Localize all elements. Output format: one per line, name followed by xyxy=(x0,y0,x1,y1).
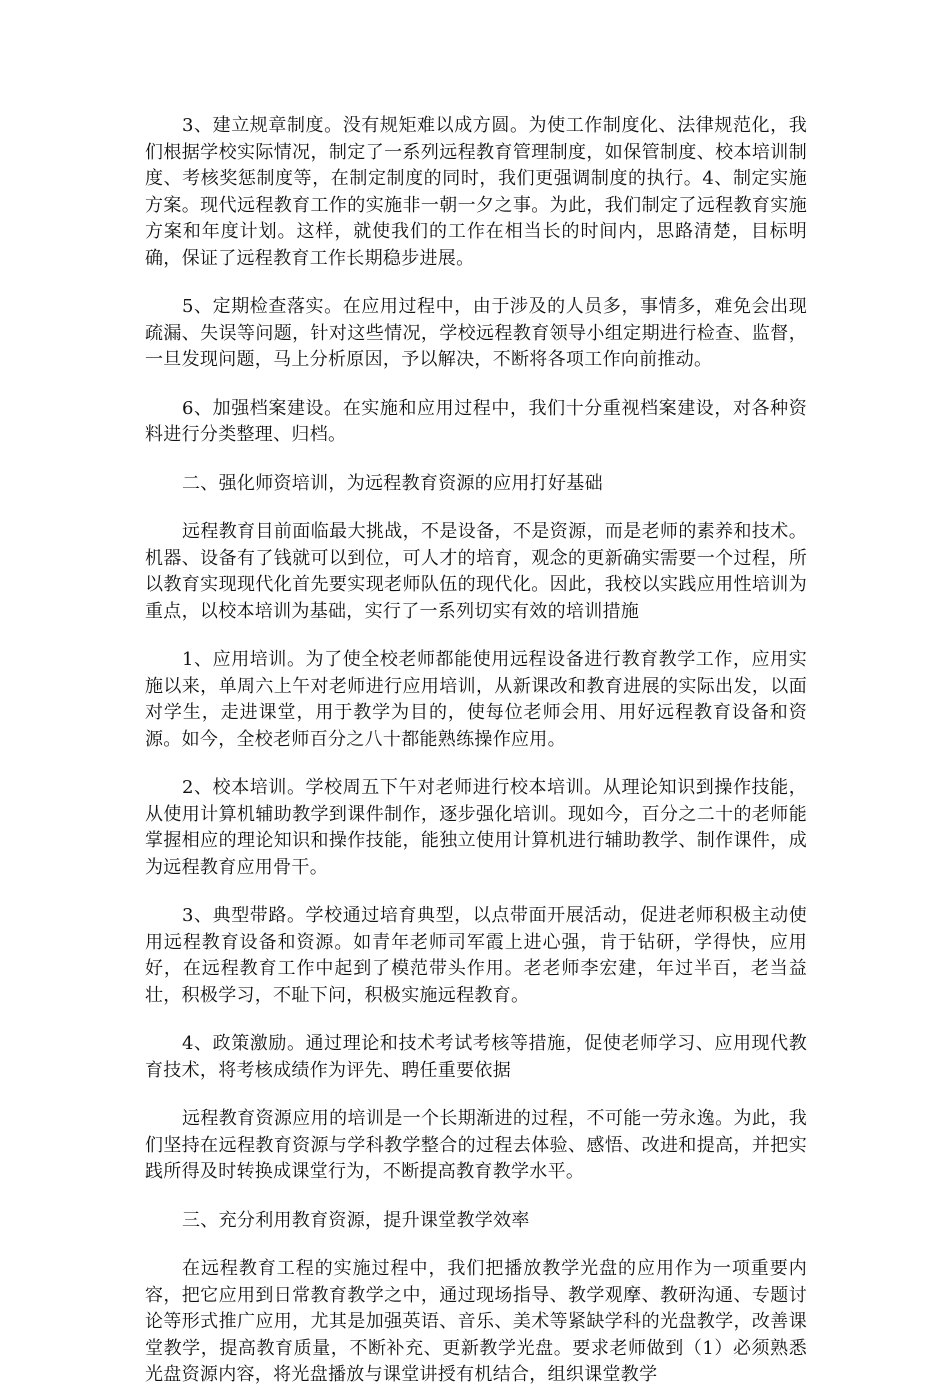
paragraph-application-training: 1、应用培训。为了使全校老师都能使用远程设备进行教育教学工作，应用实施以来，单周六上午对老师进行应用培训，从新课改和教育进展的实际出发，以面对学生，走进课堂，用于教学为目的，使每位老师会用、用好远程教育设备和资源。如今，全校老师百分之八十都能熟练操作应用。 xyxy=(145,649,807,750)
section-heading-resource-use: 三、充分利用教育资源，提升课堂教学效率 xyxy=(182,1209,530,1231)
paragraph-disc-teaching: 在远程教育工程的实施过程中，我们把播放教学光盘的应用作为一项重要内容，把它应用到日常教育教学之中，通过现场指导、教学观摩、教研沟通、专题讨论等形式推广应用，尤其是加强英语、音乐、美术等紧缺学科的光盘教学，改善课堂教学，提高教育质量，不断补充、更新教学光盘。要求老师做到（1）必须熟悉光盘资源内容，将光盘播放与课堂讲授有机结合，组织课堂教学 xyxy=(145,1258,807,1385)
paragraph-rules-and-plans: 3、建立规章制度。没有规矩难以成方圆。为使工作制度化、法律规范化，我们根据学校实际情况，制定了一系列远程教育管理制度，如保管制度、校本培训制度、考核奖惩制度等，在制定制度的同时，我们更强调制度的执行。4、制定实施方案。现代远程教育工作的实施非一朝一夕之事。为此，我们制定了远程教育实施方案和年度计划。这样，就使我们的工作在相当长的时间内，思路清楚，目标明确，保证了远程教育工作长期稳步进展。 xyxy=(145,115,807,269)
paragraph-training-summary: 远程教育资源应用的培训是一个长期渐进的过程，不可能一劳永逸。为此，我们坚持在远程教育资源与学科教学整合的过程去体验、感悟、改进和提高，并把实践所得及时转换成课堂行为，不断提高教育教学水平。 xyxy=(145,1108,807,1182)
paragraph-policy-incentive: 4、政策激励。通过理论和技术考试考核等措施，促使老师学习、应用现代教育技术，将考核成绩作为评先、聘任重要依据 xyxy=(145,1033,807,1081)
paragraph-archive-building: 6、加强档案建设。在实施和应用过程中，我们十分重视档案建设，对各种资料进行分类整理、归档。 xyxy=(145,397,807,445)
document-body xyxy=(145,113,807,1389)
paragraph-training-challenge: 远程教育目前面临最大挑战，不是设备，不是资源，而是老师的素养和技术。机器、设备有了钱就可以到位，可人才的培育，观念的更新确实需要一个过程，所以教育实现现代化首先要实现老师队伍的现代化。因此，我校以实践应用性培训为重点，以校本培训为基础，实行了一系列切实有效的培训措施 xyxy=(145,521,807,622)
section-heading-teacher-training: 二、强化师资培训，为远程教育资源的应用打好基础 xyxy=(182,472,603,494)
paragraph-regular-inspection: 5、定期检查落实。在应用过程中，由于涉及的人员多，事情多，难免会出现疏漏、失误等问题，针对这些情况，学校远程教育领导小组定期进行检查、监督，一旦发现问题，马上分析原因，予以解决，不断将各项工作向前推动。 xyxy=(145,296,807,370)
paragraph-model-leading: 3、典型带路。学校通过培育典型，以点带面开展活动，促进老师积极主动使用远程教育设备和资源。如青年老师司军霞上进心强，肯于钻研，学得快，应用好，在远程教育工作中起到了模范带头作用。老老师李宏建，年过半百，老当益壮，积极学习，不耻下问，积极实施远程教育。 xyxy=(145,905,807,1006)
paragraph-school-based-training: 2、校本培训。学校周五下午对老师进行校本培训。从理论知识到操作技能，从使用计算机辅助教学到课件制作，逐步强化培训。现如今，百分之二十的老师能掌握相应的理论知识和操作技能，能独立使用计算机进行辅助教学、制作课件，成为远程教育应用骨干。 xyxy=(145,777,807,878)
